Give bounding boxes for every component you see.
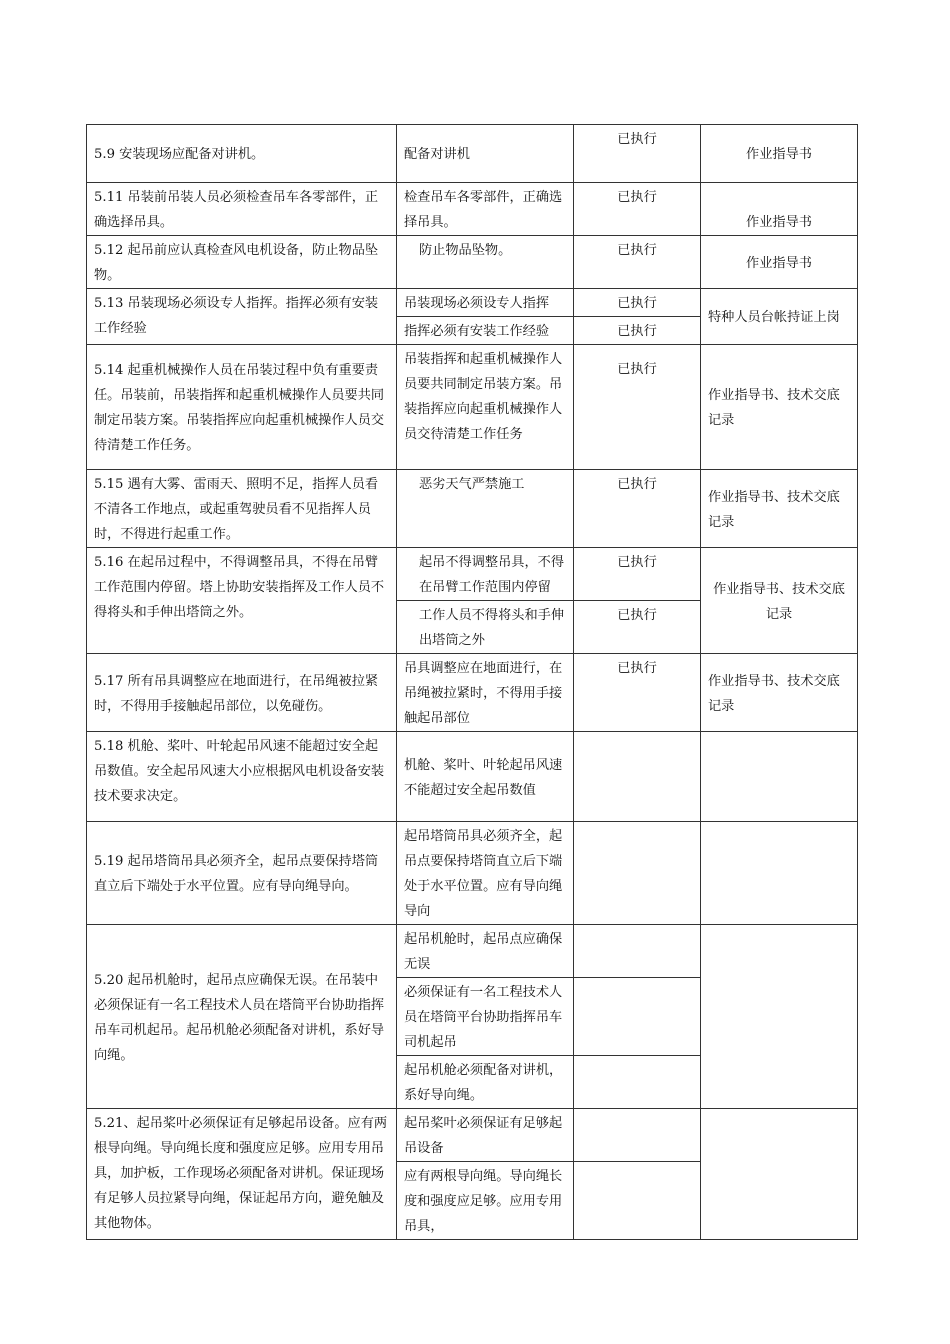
record-cell: 作业指导书、技术交底记录	[701, 654, 858, 732]
table-row	[87, 345, 858, 470]
status-cell	[574, 1162, 701, 1240]
status-cell	[574, 732, 701, 822]
requirement-cell: 5.9 安装现场应配备对讲机。	[87, 125, 397, 183]
measure-cell: 配备对讲机	[397, 125, 574, 183]
table-row	[87, 289, 858, 317]
requirement-cell: 5.11 吊装前吊装人员必须检查吊车各零部件，正确选择吊具。	[87, 183, 397, 236]
table-row	[87, 236, 858, 289]
table-row	[87, 183, 858, 236]
measure-cell: 应有两根导向绳。导向绳长度和强度应足够。应用专用吊具，	[397, 1162, 574, 1240]
status-cell: 已执行	[574, 548, 701, 601]
measure-cell: 防止物品坠物。	[397, 236, 574, 289]
status-cell	[574, 978, 701, 1056]
measure-cell: 吊装指挥和起重机械操作人员要共同制定吊装方案。吊装指挥应向起重机械操作人员交待清楚工作任务	[397, 345, 574, 470]
table-row	[87, 1109, 858, 1162]
requirement-cell: 5.20 起吊机舱时，起吊点应确保无误。在吊装中必须保证有一名工程技术人员在塔筒平台协助指挥吊车司机起吊。起吊机舱必须配备对讲机，系好导向绳。	[87, 925, 397, 1109]
measure-cell: 机舱、桨叶、叶轮起吊风速不能超过安全起吊数值	[397, 732, 574, 822]
measure-cell: 必须保证有一名工程技术人员在塔筒平台协助指挥吊车司机起吊	[397, 978, 574, 1056]
requirement-cell: 5.14 起重机械操作人员在吊装过程中负有重要责任。吊装前，吊装指挥和起重机械操作人员要共同制定吊装方案。吊装指挥应向起重机械操作人员交待清楚工作任务。	[87, 345, 397, 470]
requirement-cell: 5.16 在起吊过程中，不得调整吊具，不得在吊臂工作范围内停留。塔上协助安装指挥及工作人员不得将头和手伸出塔筒之外。	[87, 548, 397, 654]
status-cell: 已执行	[574, 317, 701, 345]
record-cell	[701, 822, 858, 925]
table-row	[87, 654, 858, 732]
status-cell: 已执行	[574, 236, 701, 289]
measure-cell: 起吊机舱时，起吊点应确保无误	[397, 925, 574, 978]
record-cell: 作业指导书	[701, 183, 858, 236]
status-cell: 已执行	[574, 345, 701, 470]
table-row	[87, 732, 858, 822]
requirement-cell: 5.19 起吊塔筒吊具必须齐全，起吊点要保持塔筒直立后下端处于水平位置。应有导向绳导向。	[87, 822, 397, 925]
requirement-cell: 5.17 所有吊具调整应在地面进行，在吊绳被拉紧时，不得用手接触起吊部位，以免碰伤。	[87, 654, 397, 732]
table-row	[87, 822, 858, 925]
status-cell: 已执行	[574, 125, 701, 183]
status-cell: 已执行	[574, 289, 701, 317]
measure-cell: 吊装现场必须设专人指挥	[397, 289, 574, 317]
measure-cell: 工作人员不得将头和手伸出塔筒之外	[397, 601, 574, 654]
status-cell	[574, 822, 701, 925]
status-cell: 已执行	[574, 470, 701, 548]
record-cell: 作业指导书、技术交底记录	[701, 345, 858, 470]
requirement-cell: 5.13 吊装现场必须设专人指挥。指挥必须有安装工作经验	[87, 289, 397, 345]
record-cell: 作业指导书、技术交底记录	[701, 470, 858, 548]
record-cell	[701, 1109, 858, 1240]
measure-cell: 起吊塔筒吊具必须齐全，起吊点要保持塔筒直立后下端处于水平位置。应有导向绳导向	[397, 822, 574, 925]
requirement-cell: 5.12 起吊前应认真检查风电机设备，防止物品坠物。	[87, 236, 397, 289]
status-cell: 已执行	[574, 183, 701, 236]
record-cell	[701, 925, 858, 1109]
table-row	[87, 470, 858, 548]
record-cell: 作业指导书	[701, 236, 858, 289]
table-row	[87, 925, 858, 978]
requirement-cell: 5.21、起吊桨叶必须保证有足够起吊设备。应有两根导向绳。导向绳长度和强度应足够。应用专用吊具，加护板，工作现场必须配备对讲机。保证现场有足够人员拉紧导向绳，保证起吊方向，避免触及其他物体。	[87, 1109, 397, 1240]
record-cell: 特种人员台帐持证上岗	[701, 289, 858, 345]
status-cell	[574, 1056, 701, 1109]
status-cell: 已执行	[574, 601, 701, 654]
measure-cell: 吊具调整应在地面进行，在吊绳被拉紧时，不得用手接触起吊部位	[397, 654, 574, 732]
record-cell: 作业指导书、技术交底记录	[701, 548, 858, 654]
table-row	[87, 125, 858, 183]
requirement-cell: 5.15 遇有大雾、雷雨天、照明不足，指挥人员看不清各工作地点，或起重驾驶员看不见指挥人员时，不得进行起重工作。	[87, 470, 397, 548]
requirement-cell: 5.18 机舱、桨叶、叶轮起吊风速不能超过安全起吊数值。安全起吊风速大小应根据风电机设备安装技术要求决定。	[87, 732, 397, 822]
record-cell: 作业指导书	[701, 125, 858, 183]
measure-cell: 指挥必须有安装工作经验	[397, 317, 574, 345]
status-cell: 已执行	[574, 654, 701, 732]
table-row	[87, 548, 858, 601]
measure-cell: 检查吊车各零部件，正确选择吊具。	[397, 183, 574, 236]
status-cell	[574, 1109, 701, 1162]
measure-cell: 起吊不得调整吊具，不得在吊臂工作范围内停留	[397, 548, 574, 601]
measure-cell: 恶劣天气严禁施工	[397, 470, 574, 548]
record-cell	[701, 732, 858, 822]
safety-measures-table	[86, 124, 858, 1240]
measure-cell: 起吊机舱必须配备对讲机，系好导向绳。	[397, 1056, 574, 1109]
status-cell	[574, 925, 701, 978]
measure-cell: 起吊桨叶必须保证有足够起吊设备	[397, 1109, 574, 1162]
